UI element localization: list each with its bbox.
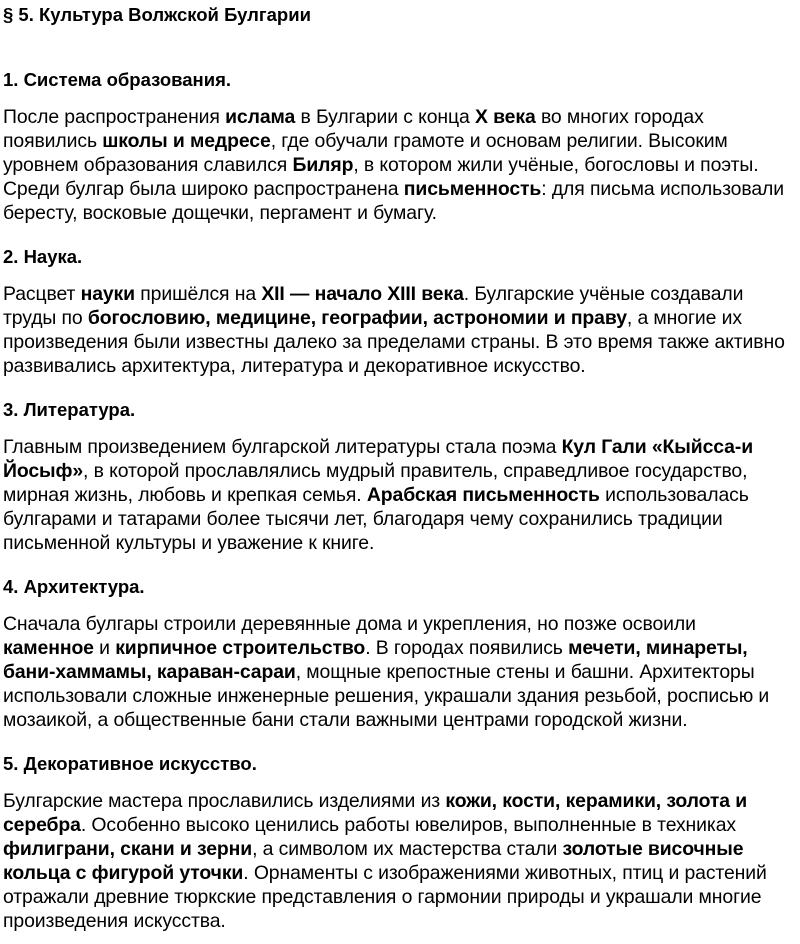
section-science	[3, 246, 790, 378]
text-run: использовалась булгарами и татарами более тысячи лет, благодаря чему сохранились традиции письменной культуры и уважение к книге.	[3, 484, 749, 554]
text-run: , в котором жили учёные, богословы и поэты. Среди булгар была широко распространена	[3, 154, 759, 200]
bold-term: школы и медресе	[102, 130, 271, 152]
bold-term: кирпичное строительство	[115, 637, 366, 659]
text-run: , где обучали грамоте и основам религии. Высоким уровнем образования славился	[3, 130, 728, 176]
section-paragraph	[3, 612, 790, 732]
section-paragraph	[3, 435, 790, 555]
section-heading: 5. Декоративное искусство.	[3, 753, 257, 774]
text-run: . Булгарские учёные создавали труды по	[3, 283, 744, 329]
section-education	[3, 69, 790, 225]
text-run: Сначала булгары строили деревянные дома и укрепления, но позже освоили	[3, 613, 696, 635]
text-run: и	[93, 637, 116, 659]
bold-term: филиграни, скани и зерни	[3, 838, 253, 860]
text-run: во многих городах появились	[3, 106, 704, 152]
text-run: пришёлся на	[134, 283, 262, 305]
bold-term: Арабская письменность	[366, 484, 600, 506]
bold-term: X века	[474, 106, 536, 128]
bold-term: богословию, медицине, географии, астрономии и праву	[87, 307, 627, 329]
section-architecture	[3, 576, 790, 732]
bold-term: золотые височные кольца с фигурой уточки	[3, 838, 744, 884]
section-heading: 3. Литература.	[3, 399, 136, 420]
text-run: . Особенно высоко ценились работы ювелиров, выполненные в техниках	[80, 814, 736, 836]
bold-term: ислама	[225, 106, 296, 128]
bold-term: науки	[80, 283, 135, 305]
text-run: , а многие их произведения были известны далеко за пределами страны. В это время также активно развивались архитектура, литература и декоративное искусство.	[3, 307, 785, 377]
section-paragraph	[3, 282, 790, 378]
text-run: , в которой прославлялись мудрый правитель, справедливое государство, мирная жизнь, любовь и крепкая семья.	[3, 460, 748, 506]
section-heading: 4. Архитектура.	[3, 576, 145, 597]
text-run: , мощные крепостные стены и башни. Архитекторы использовали сложные инженерные решения, украшали здания резьбой, росписью и мозаикой, а общественные бани стали важными центрами городской жизни.	[3, 661, 770, 731]
text-run: Расцвет	[3, 283, 81, 305]
section-paragraph	[3, 105, 790, 225]
bold-term: Кул Гали «Кыйсса-и Йосыф»	[3, 436, 754, 482]
text-run: : для письма использовали бересту, восковые дощечки, пергамент и бумагу.	[3, 178, 784, 224]
text-run: , а символом их мастерства стали	[252, 838, 563, 860]
text-run: Главным произведением булгарской литературы стала поэма	[3, 436, 562, 458]
bold-term: кожи, кости, керамики, золота и серебра	[3, 790, 748, 836]
section-literature	[3, 399, 790, 555]
bold-term: XII — начало XIII века	[261, 283, 464, 305]
text-run: . В городах появились	[365, 637, 569, 659]
bold-term: письменность	[403, 178, 542, 200]
section-paragraph	[3, 789, 790, 933]
text-run: . Орнаменты с изображениями животных, птиц и растений отражали древние тюркские представления о гармонии природы и украшали многие произведения искусства.	[3, 862, 767, 932]
text-run: После распространения	[3, 106, 226, 128]
text-run: Булгарские мастера прославились изделиями из	[3, 790, 446, 812]
document-title: § 5. Культура Волжской Булгарии	[3, 4, 311, 25]
bold-term: каменное	[3, 637, 94, 659]
text-run: в Булгарии с конца	[295, 106, 475, 128]
bold-term: мечети, минареты, бани-хаммамы, караван-сараи	[3, 637, 748, 683]
section-heading: 2. Наука.	[3, 246, 83, 267]
bold-term: Биляр	[292, 154, 354, 176]
section-heading: 1. Система образования.	[3, 69, 232, 90]
section-decorative-art	[3, 753, 790, 933]
